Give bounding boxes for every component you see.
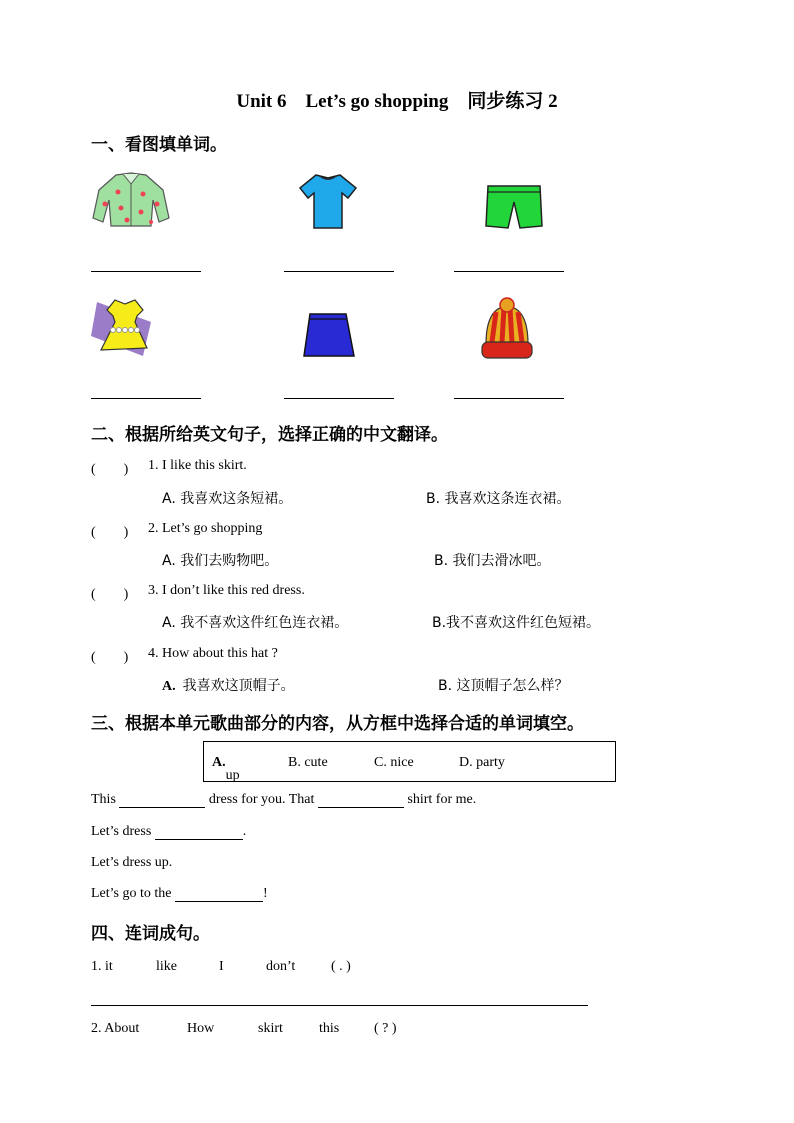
option-a[interactable]: A. 我喜欢这条短裙。 bbox=[162, 491, 293, 507]
fill-line-2: Let’s dress . bbox=[91, 824, 247, 839]
fill-blank[interactable] bbox=[175, 901, 263, 902]
word-box bbox=[203, 741, 616, 782]
answer-paren[interactable]: ( ) bbox=[91, 650, 129, 665]
answer-blank-1[interactable] bbox=[91, 271, 201, 272]
scramble-word: like bbox=[156, 959, 177, 974]
option-a[interactable]: A. 我喜欢这顶帽子。 bbox=[162, 678, 295, 694]
scramble-word: ( . ) bbox=[331, 959, 351, 974]
word-option-d: D. party bbox=[459, 755, 505, 770]
answer-blank-3[interactable] bbox=[454, 271, 564, 272]
scramble-word: 2. About bbox=[91, 1021, 140, 1036]
option-b[interactable]: B.我不喜欢这件红色短裙。 bbox=[432, 615, 601, 631]
option-b[interactable]: B. 这顶帽子怎么样？ bbox=[438, 678, 569, 694]
fill-line-4: Let’s go to the ! bbox=[91, 886, 268, 901]
scramble-word: How bbox=[187, 1021, 215, 1036]
answer-blank-4[interactable] bbox=[91, 398, 201, 399]
blouse-icon bbox=[91, 170, 171, 230]
answer-line[interactable] bbox=[91, 1005, 588, 1006]
fill-blank[interactable] bbox=[155, 839, 243, 840]
skirt-icon bbox=[302, 312, 356, 358]
word-option-b: B. cute bbox=[288, 755, 328, 770]
answer-paren[interactable]: ( ) bbox=[91, 587, 129, 602]
option-b[interactable]: B. 我们去滑冰吧。 bbox=[434, 553, 551, 569]
section3-heading: 三、根据本单元歌曲部分的内容，从方框中选择合适的单词填空。 bbox=[91, 714, 584, 734]
section2-heading: 二、根据所给英文句子，选择正确的中文翻译。 bbox=[91, 425, 448, 445]
hat-icon bbox=[476, 296, 538, 362]
scramble-word: 1. it bbox=[91, 959, 113, 974]
fill-line-3: Let’s dress up. bbox=[91, 855, 173, 870]
scramble-word: I bbox=[219, 959, 224, 974]
answer-paren[interactable]: ( ) bbox=[91, 462, 129, 477]
answer-paren[interactable]: ( ) bbox=[91, 525, 129, 540]
tshirt-icon bbox=[298, 172, 358, 230]
section4-heading: 四、连词成句。 bbox=[91, 924, 210, 944]
section1-heading: 一、看图填单词。 bbox=[91, 135, 227, 155]
fill-blank[interactable] bbox=[318, 807, 404, 808]
word-option-c: C. nice bbox=[374, 755, 414, 770]
scramble-word: this bbox=[319, 1021, 340, 1036]
answer-blank-6[interactable] bbox=[454, 398, 564, 399]
answer-blank-2[interactable] bbox=[284, 271, 394, 272]
shorts-icon bbox=[484, 182, 544, 232]
fill-line-1: This dress for you. That shirt for me. bbox=[91, 792, 477, 807]
question-text: 1. I like this skirt. bbox=[148, 458, 247, 473]
page-title: Unit 6 Let’s go shopping 同步练习 2 bbox=[236, 91, 558, 112]
word-option-a: A. up bbox=[212, 755, 240, 783]
option-a[interactable]: A. 我们去购物吧。 bbox=[162, 553, 279, 569]
question-text: 3. I don’t like this red dress. bbox=[148, 583, 305, 598]
scramble-word: skirt bbox=[258, 1021, 283, 1036]
scramble-word: don’t bbox=[266, 959, 296, 974]
question-text: 2. Let’s go shopping bbox=[148, 521, 263, 536]
question-text: 4. How about this hat ? bbox=[148, 646, 278, 661]
dress-icon bbox=[91, 292, 159, 360]
option-a[interactable]: A. 我不喜欢这件红色连衣裙。 bbox=[162, 615, 349, 631]
fill-blank[interactable] bbox=[119, 807, 205, 808]
option-b[interactable]: B. 我喜欢这条连衣裙。 bbox=[426, 491, 571, 507]
answer-blank-5[interactable] bbox=[284, 398, 394, 399]
scramble-word: ( ? ) bbox=[374, 1021, 397, 1036]
